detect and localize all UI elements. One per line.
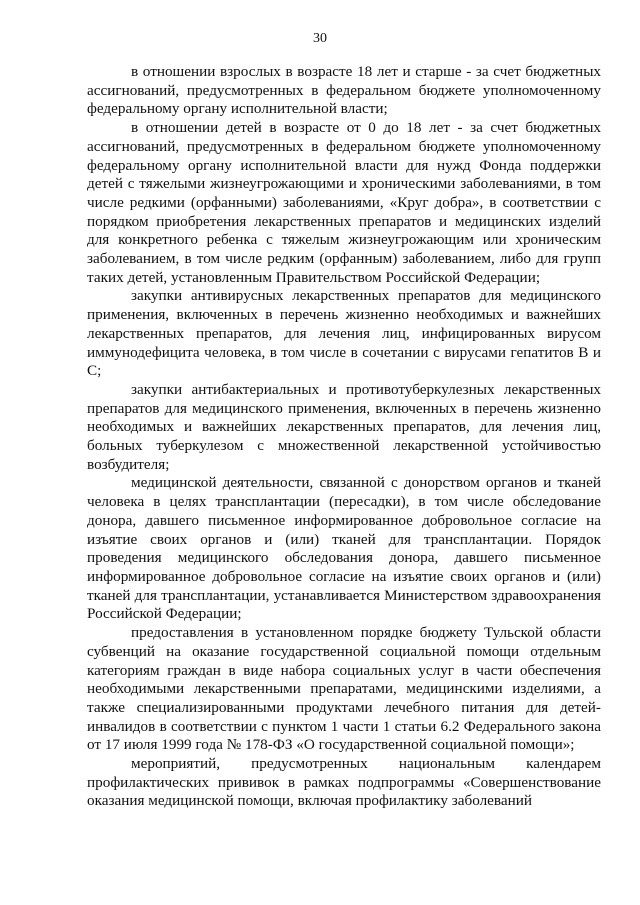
paragraph-vaccination-calendar: мероприятий, предусмотренных национальным календарем профилактических прививок в рамках подпрограммы «Совершенствование оказания медицинской помощи, включая профилактику заболеваний — [87, 755, 601, 810]
paragraph-antiviral-purchases: закупки антивирусных лекарственных препаратов для медицинского применения, включенных в перечень жизненно необходимых и важнейших лекарственных препаратов, для лечения лиц, инфицированных вирусом иммунодефицита человека, в том числе в сочетании с вирусами гепатитов B и C; — [87, 287, 601, 380]
paragraph-adults: в отношении взрослых в возрасте 18 лет и старше - за счет бюджетных ассигнований, предусмотренных в федеральном бюджете уполномоченному федеральному органу исполнительной власти; — [87, 63, 601, 118]
paragraph-organ-donation: медицинской деятельности, связанной с донорством органов и тканей человека в целях трансплантации (пересадки), в том числе обследование донора, давшего письменное информированное добровольное согласие на изъятие своих органов и (или) тканей для трансплантации. Порядок проведения медицинского обследования донора, давшего письменное информированное добровольное согласие на изъятие своих органов и (или) тканей для трансплантации, устанавливается Министерством здравоохранения Российской Федерации; — [87, 474, 601, 623]
paragraph-tula-subventions: предоставления в установленном порядке бюджету Тульской области субвенций на оказание государственной социальной помощи отдельным категориям граждан в виде набора социальных услуг в части обеспечения необходимыми лекарственными препаратами, медицинскими изделиями, а также специализированными продуктами лечебного питания для детей-инвалидов в соответствии с пунктом 1 части 1 статьи 6.2 Федерального закона от 17 июля 1999 года № 178-ФЗ «О государственной социальной помощи»; — [87, 624, 601, 754]
page-number: 30 — [313, 31, 327, 46]
document-body — [87, 63, 601, 811]
paragraph-children: в отношении детей в возрасте от 0 до 18 лет - за счет бюджетных ассигнований, предусмотренных в федеральном бюджете уполномоченному федеральному органу исполнительной власти для нужд Фонда поддержки детей с тяжелыми жизнеугрожающими и хроническими заболеваниями, в том числе редкими (орфанными) заболеваниями, «Круг добра», в соответствии с порядком приобретения лекарственных препаратов и медицинских изделий для конкретного ребенка с тяжелым жизнеугрожающим или хроническим заболеванием, в том числе редким (орфанным) заболеванием, либо для групп таких детей, установленным Правительством Российской Федерации; — [87, 119, 601, 286]
paragraph-antibacterial-purchases: закупки антибактериальных и противотуберкулезных лекарственных препаратов для медицинского применения, включенных в перечень жизненно необходимых и важнейших лекарственных препаратов, для лечения лиц, больных туберкулезом с множественной лекарственной устойчивостью возбудителя; — [87, 380, 601, 473]
